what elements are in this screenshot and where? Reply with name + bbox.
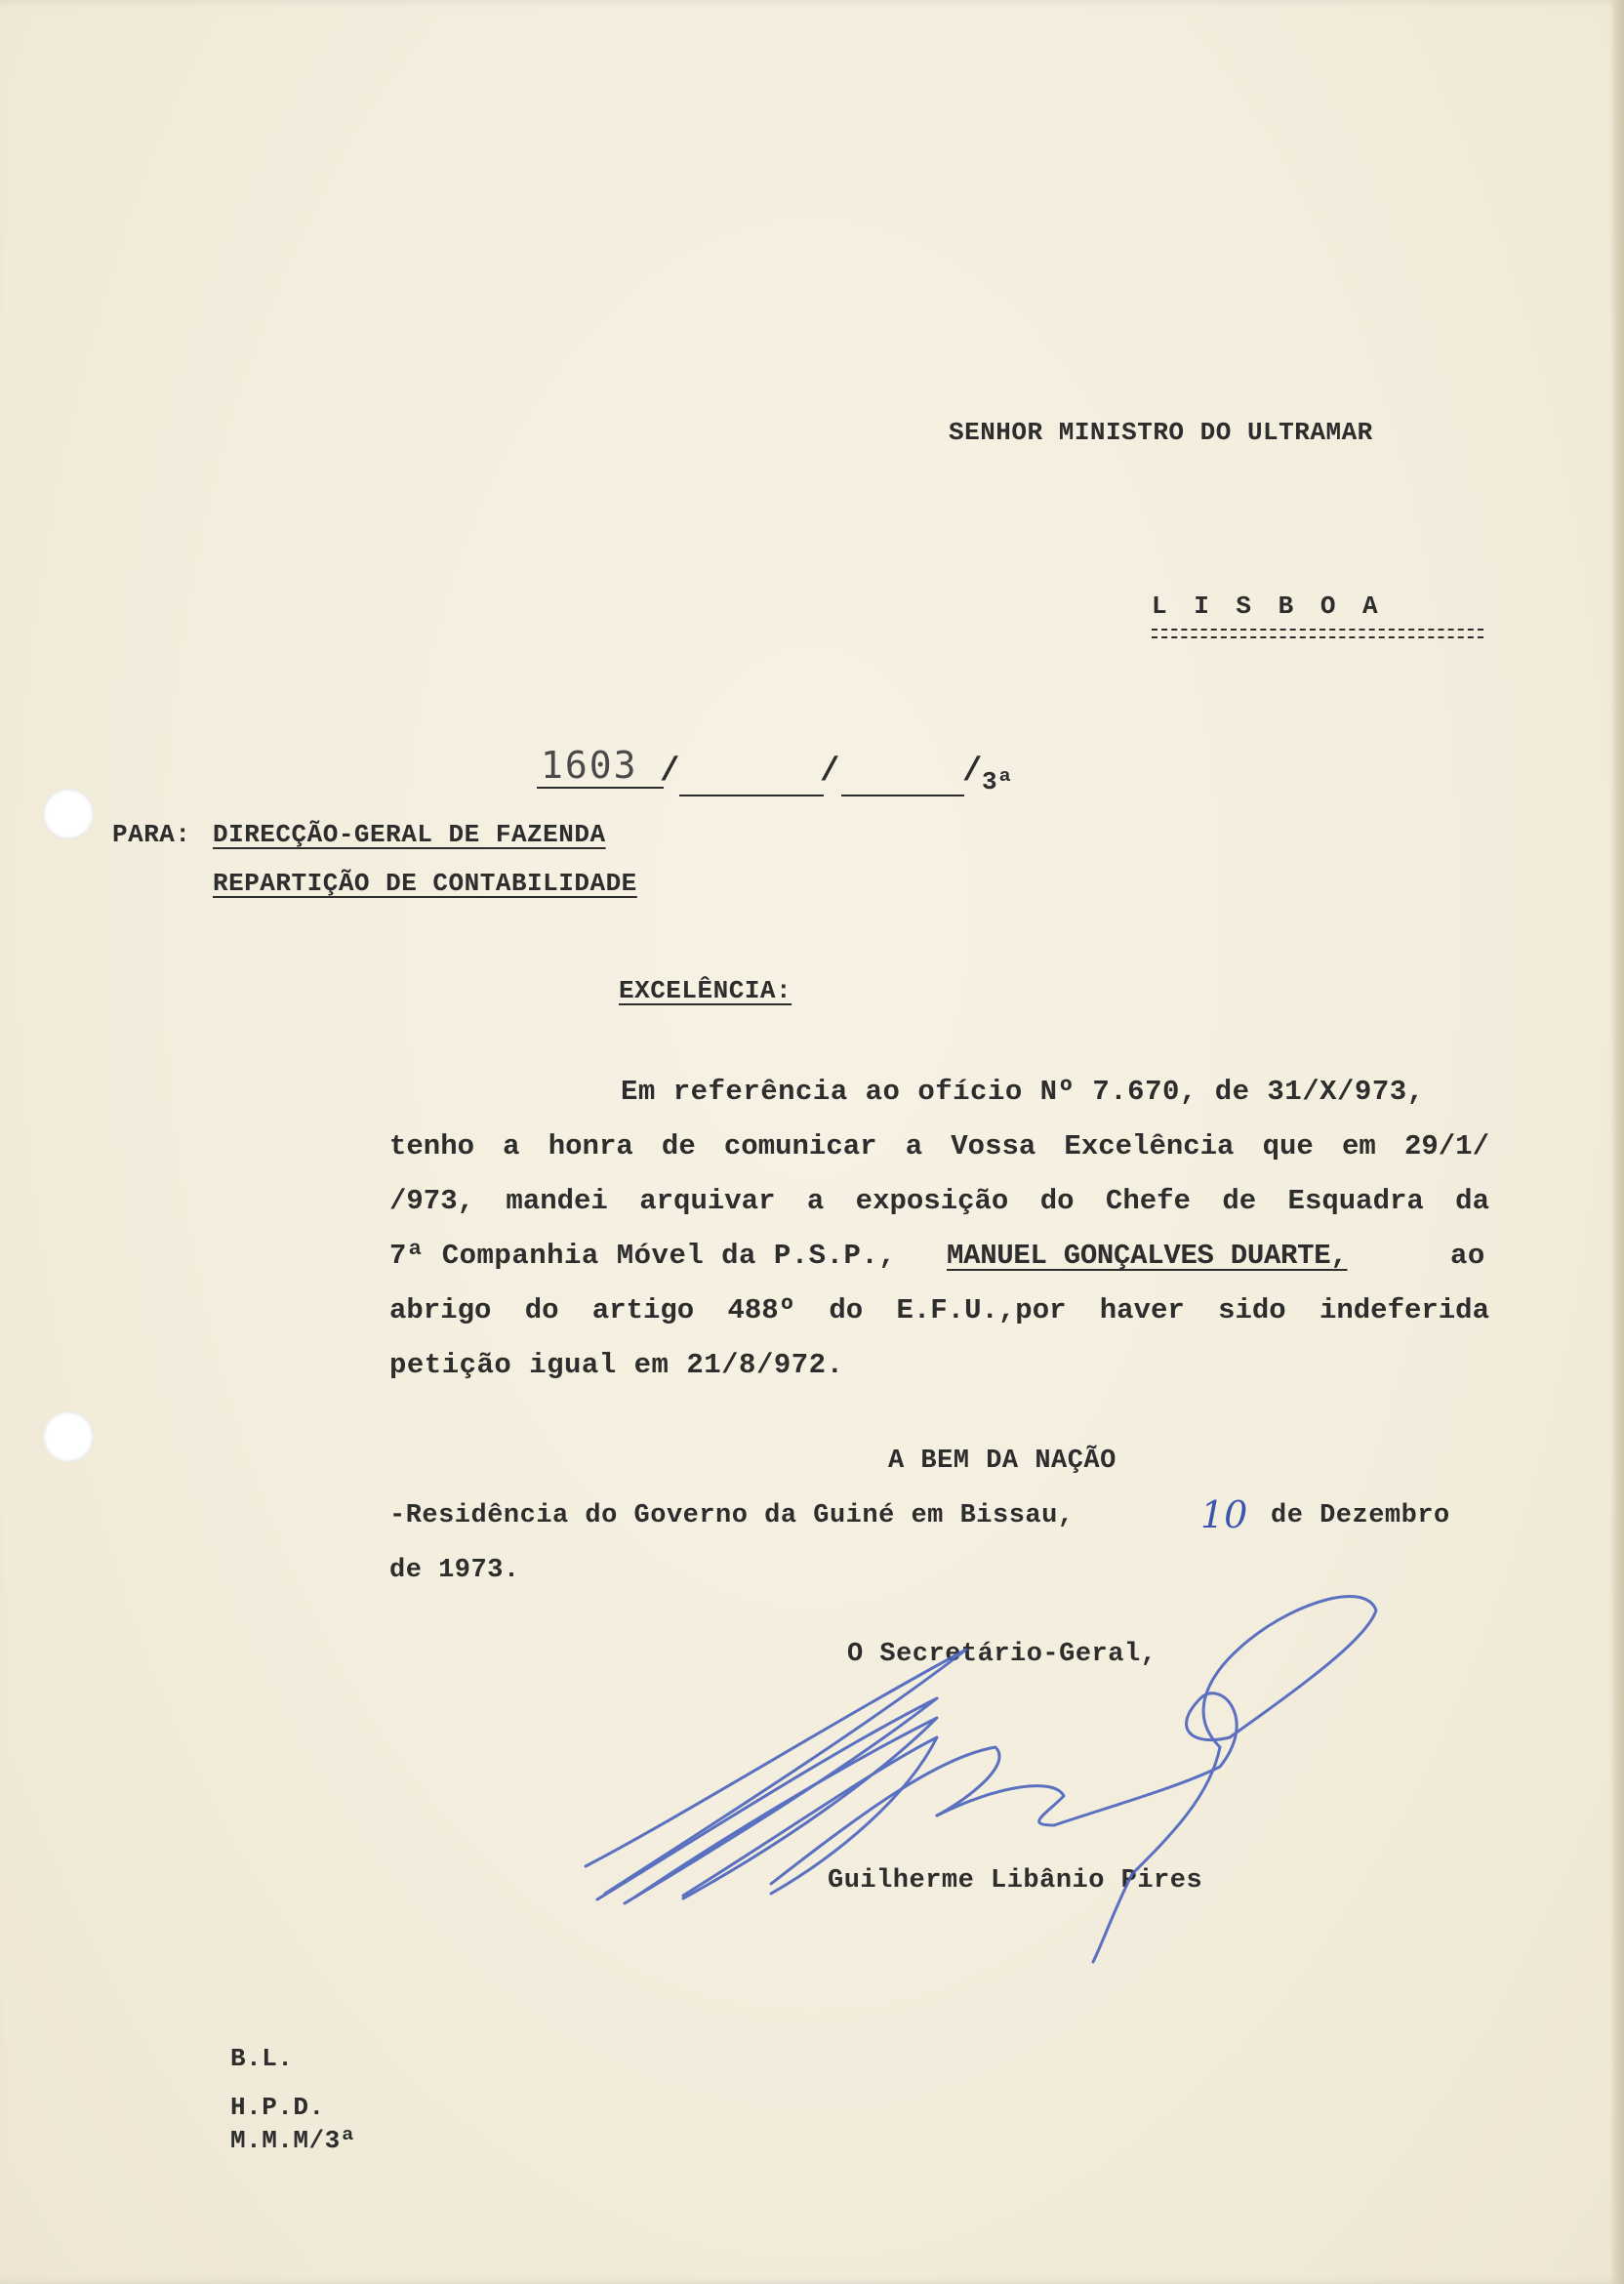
addressee-city: L I S B O A — [1152, 591, 1384, 621]
salutation: EXCELÊNCIA: — [619, 976, 792, 1005]
closing-motto: A BEM DA NAÇÃO — [888, 1447, 1116, 1476]
reference-number: 1603 — [541, 744, 638, 787]
reference-slash-1: / — [660, 754, 680, 791]
signatory-title: O Secretário-Geral, — [847, 1640, 1157, 1669]
closing-year: de 1973. — [389, 1556, 520, 1585]
body-line-6: petição igual em 21/8/972. — [389, 1349, 844, 1381]
initials-line-1: B.L. — [230, 2044, 294, 2073]
body-line-5: abrigo do artigo 488º do E.F.U.,por haver sido indeferida — [389, 1294, 1489, 1326]
initials-line-3: M.M.M/3ª — [230, 2126, 356, 2155]
body-line-4-name: MANUEL GONÇALVES DUARTE, — [947, 1240, 1348, 1272]
body-line-2: tenho a honra de comunicar a Vossa Excelência que em 29/1/ — [389, 1130, 1489, 1162]
reference-section: 3ª — [982, 767, 1014, 796]
body-line-1: Em referência ao ofício Nº 7.670, de 31/X/973, — [621, 1076, 1425, 1108]
body-line-3: /973, mandei arquivar a exposição do Chefe de Esquadra da — [389, 1185, 1489, 1217]
recipient-line1: DIRECÇÃO-GERAL DE FAZENDA — [213, 820, 606, 849]
reference-slash-3: / — [962, 754, 983, 791]
signatory-name: Guilherme Libânio Pires — [828, 1866, 1203, 1896]
body-line-4-start: 7ª Companhia Móvel da P.S.P., — [389, 1240, 897, 1272]
body-line-4-end: ao — [1450, 1240, 1485, 1272]
recipient-prefix: PARA: — [112, 820, 191, 849]
closing-month: de Dezembro — [1271, 1501, 1450, 1530]
recipient-line2: REPARTIÇÃO DE CONTABILIDADE — [213, 869, 637, 898]
reference-slash-2: / — [820, 754, 840, 791]
handwritten-day: 10 — [1200, 1493, 1248, 1536]
initials-line-2: H.P.D. — [230, 2093, 325, 2122]
closing-place: -Residência do Governo da Guiné em Bissau, — [389, 1501, 1075, 1530]
addressee-line: SENHOR MINISTRO DO ULTRAMAR — [949, 418, 1373, 447]
